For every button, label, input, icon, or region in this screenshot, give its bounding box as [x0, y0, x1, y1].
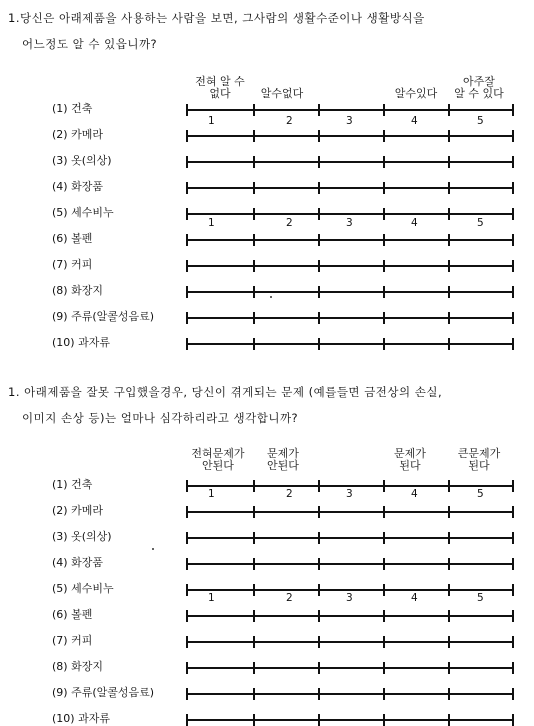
scale-line [186, 537, 513, 539]
scale-tick[interactable] [448, 338, 450, 350]
scale-tick[interactable] [186, 234, 188, 246]
scale-tick[interactable] [448, 506, 450, 518]
q2-rating-scale[interactable] [186, 610, 513, 622]
scale-tick[interactable] [383, 286, 385, 298]
question-2-line-2: 이미지 손상 등)는 얼마나 심각하리라고 생각합니까? [22, 411, 299, 425]
q2-scale-number: 1 [208, 592, 215, 604]
scale-tick[interactable] [253, 506, 255, 518]
q2-item-label: (4) 화장품 [52, 556, 103, 569]
q2-item-label: (10) 과자류 [52, 712, 110, 725]
q2-scale-header-4: 큰문제가 된다 [457, 447, 501, 472]
scale-tick[interactable] [318, 286, 320, 298]
scale-line [186, 265, 513, 267]
scale-tick[interactable] [253, 234, 255, 246]
scale-line [186, 291, 513, 293]
q1-scale-number: 4 [411, 115, 418, 127]
scale-tick[interactable] [186, 688, 188, 700]
scale-line [186, 563, 513, 565]
q2-scale-number: 5 [477, 592, 484, 604]
scale-tick[interactable] [383, 636, 385, 648]
scale-tick[interactable] [383, 234, 385, 246]
scale-tick[interactable] [512, 480, 514, 492]
scale-tick[interactable] [318, 182, 320, 194]
scale-tick[interactable] [186, 338, 188, 350]
scale-tick[interactable] [512, 234, 514, 246]
scale-tick[interactable] [448, 286, 450, 298]
scale-tick[interactable] [383, 312, 385, 324]
scale-line [186, 239, 513, 241]
q2-scale-header-1: 전혀문제가 안된다 [191, 447, 245, 472]
scale-tick[interactable] [383, 104, 385, 116]
q1-item-label: (2) 카메라 [52, 128, 103, 141]
scale-tick[interactable] [512, 286, 514, 298]
scale-line [186, 213, 513, 215]
scale-tick[interactable] [448, 532, 450, 544]
scale-tick[interactable] [253, 636, 255, 648]
q2-item-label: (6) 볼펜 [52, 608, 93, 621]
scale-tick[interactable] [318, 558, 320, 570]
scale-tick[interactable] [253, 610, 255, 622]
scale-tick[interactable] [448, 156, 450, 168]
scale-tick[interactable] [186, 662, 188, 674]
scale-tick[interactable] [186, 610, 188, 622]
scale-tick[interactable] [383, 558, 385, 570]
scale-tick[interactable] [383, 208, 385, 220]
scale-line [186, 641, 513, 643]
scale-tick[interactable] [253, 182, 255, 194]
scale-tick[interactable] [253, 104, 255, 116]
q2-rating-scale[interactable] [186, 558, 513, 570]
scale-tick[interactable] [186, 312, 188, 324]
q1-item-label: (9) 주류(알콜성음료) [52, 310, 155, 323]
scale-tick[interactable] [448, 662, 450, 674]
scale-tick[interactable] [512, 312, 514, 324]
scale-tick[interactable] [186, 286, 188, 298]
q1-rating-scale[interactable] [186, 312, 513, 324]
q1-scale-number: 5 [477, 217, 484, 229]
scale-tick[interactable] [512, 610, 514, 622]
q2-rating-scale[interactable] [186, 506, 513, 518]
scale-tick[interactable] [448, 130, 450, 142]
scale-tick[interactable] [383, 506, 385, 518]
scale-tick[interactable] [186, 156, 188, 168]
scale-tick[interactable] [512, 714, 514, 726]
scale-tick[interactable] [318, 714, 320, 726]
scale-tick[interactable] [383, 338, 385, 350]
scale-tick[interactable] [448, 610, 450, 622]
scale-tick[interactable] [186, 532, 188, 544]
scale-tick[interactable] [383, 610, 385, 622]
scale-tick[interactable] [448, 558, 450, 570]
q2-scale-number: 3 [346, 592, 353, 604]
q1-rating-scale[interactable] [186, 286, 513, 298]
scale-tick[interactable] [253, 286, 255, 298]
scale-tick[interactable] [318, 480, 320, 492]
q2-scale-number: 4 [411, 592, 418, 604]
q2-item-label: (2) 카메라 [52, 504, 103, 517]
scale-tick[interactable] [383, 130, 385, 142]
scale-tick[interactable] [448, 714, 450, 726]
scale-tick[interactable] [253, 260, 255, 272]
scale-tick[interactable] [186, 130, 188, 142]
q1-scale-number: 2 [286, 115, 293, 127]
q2-scale-number: 1 [208, 488, 215, 500]
scale-tick[interactable] [253, 584, 255, 596]
scale-tick[interactable] [512, 688, 514, 700]
scale-tick[interactable] [512, 532, 514, 544]
scale-tick[interactable] [253, 714, 255, 726]
q1-scale-header-3: 알수있다 [394, 87, 438, 100]
scale-tick[interactable] [253, 688, 255, 700]
q1-item-label: (10) 과자류 [52, 336, 110, 349]
q2-rating-scale[interactable] [186, 688, 513, 700]
scale-tick[interactable] [318, 234, 320, 246]
scale-tick[interactable] [383, 260, 385, 272]
q1-rating-scale[interactable] [186, 234, 513, 246]
q2-item-label: (1) 건축 [52, 478, 93, 491]
q2-rating-scale[interactable] [186, 532, 513, 544]
scale-tick[interactable] [383, 662, 385, 674]
scale-line [186, 343, 513, 345]
scale-tick[interactable] [318, 260, 320, 272]
question-1-line-1: 1.당신은 아래제품을 사용하는 사람을 보면, 그사람의 생활수준이나 생활방식을 [8, 11, 425, 25]
q1-scale-header-1: 전혀 알 수 없다 [195, 75, 245, 100]
q1-rating-scale[interactable] [186, 156, 513, 168]
scale-tick[interactable] [253, 156, 255, 168]
q1-scale-number: 1 [208, 217, 215, 229]
scale-tick[interactable] [186, 714, 188, 726]
scale-line [186, 485, 513, 487]
scale-tick[interactable] [512, 636, 514, 648]
q1-scale-number: 3 [346, 217, 353, 229]
scale-tick[interactable] [448, 234, 450, 246]
scale-tick[interactable] [318, 532, 320, 544]
scale-tick[interactable] [383, 714, 385, 726]
scale-tick[interactable] [512, 338, 514, 350]
scale-tick[interactable] [318, 636, 320, 648]
scale-tick[interactable] [253, 208, 255, 220]
scale-tick[interactable] [383, 156, 385, 168]
q2-scale-number: 3 [346, 488, 353, 500]
q2-scale-header-2: 문제가 안된다 [267, 447, 299, 472]
scale-line [186, 135, 513, 137]
scale-tick[interactable] [253, 662, 255, 674]
scale-tick[interactable] [318, 130, 320, 142]
scale-tick[interactable] [383, 584, 385, 596]
q1-scale-header-2: 알수없다 [260, 87, 304, 100]
stray-mark [152, 548, 154, 550]
scale-tick[interactable] [186, 208, 188, 220]
scale-tick[interactable] [512, 260, 514, 272]
q2-item-label: (7) 커피 [52, 634, 93, 647]
scale-tick[interactable] [253, 130, 255, 142]
scale-tick[interactable] [186, 558, 188, 570]
scale-line [186, 667, 513, 669]
q1-scale-number: 4 [411, 217, 418, 229]
scale-tick[interactable] [512, 156, 514, 168]
scale-tick[interactable] [318, 338, 320, 350]
scale-tick[interactable] [448, 208, 450, 220]
scale-tick[interactable] [448, 104, 450, 116]
scale-tick[interactable] [318, 688, 320, 700]
scale-tick[interactable] [512, 208, 514, 220]
scale-tick[interactable] [253, 338, 255, 350]
q1-rating-scale[interactable] [186, 338, 513, 350]
scale-tick[interactable] [512, 558, 514, 570]
scale-tick[interactable] [253, 312, 255, 324]
scale-tick[interactable] [448, 480, 450, 492]
scale-tick[interactable] [383, 182, 385, 194]
scale-tick[interactable] [186, 182, 188, 194]
scale-tick[interactable] [186, 480, 188, 492]
scale-tick[interactable] [253, 558, 255, 570]
q1-item-label: (7) 커피 [52, 258, 93, 271]
scale-tick[interactable] [448, 688, 450, 700]
scale-line [186, 589, 513, 591]
scale-tick[interactable] [318, 312, 320, 324]
scale-line [186, 161, 513, 163]
q1-scale-number: 1 [208, 115, 215, 127]
scale-tick[interactable] [383, 688, 385, 700]
q1-scale-number: 3 [346, 115, 353, 127]
q1-item-label: (3) 옷(의상) [52, 154, 112, 167]
scale-tick[interactable] [186, 260, 188, 272]
q1-rating-scale[interactable] [186, 182, 513, 194]
question-2-line-1: 1. 아래제품을 잘못 구입했을경우, 당신이 겪게되는 문제 (예를들면 금전상의 손실, [8, 385, 443, 399]
scale-line [186, 317, 513, 319]
scale-line [186, 109, 513, 111]
scale-tick[interactable] [318, 208, 320, 220]
scale-tick[interactable] [448, 636, 450, 648]
scale-tick[interactable] [383, 532, 385, 544]
q2-scale-number: 2 [286, 488, 293, 500]
q1-rating-scale[interactable] [186, 260, 513, 272]
scale-tick[interactable] [318, 610, 320, 622]
q2-rating-scale[interactable] [186, 636, 513, 648]
scale-tick[interactable] [448, 312, 450, 324]
scale-tick[interactable] [512, 182, 514, 194]
q1-item-label: (8) 화장지 [52, 284, 103, 297]
scale-tick[interactable] [512, 662, 514, 674]
scale-tick[interactable] [383, 480, 385, 492]
scale-line [186, 693, 513, 695]
q2-rating-scale[interactable] [186, 714, 513, 726]
q2-item-label: (9) 주류(알콜성음료) [52, 686, 155, 699]
scale-tick[interactable] [186, 636, 188, 648]
q2-scale-number: 5 [477, 488, 484, 500]
q1-item-label: (4) 화장품 [52, 180, 103, 193]
scale-tick[interactable] [448, 584, 450, 596]
scale-tick[interactable] [512, 584, 514, 596]
scale-line [186, 511, 513, 513]
q1-rating-scale[interactable] [186, 130, 513, 142]
scale-tick[interactable] [512, 506, 514, 518]
q1-scale-number: 5 [477, 115, 484, 127]
scale-tick[interactable] [318, 662, 320, 674]
q2-scale-number: 2 [286, 592, 293, 604]
scale-tick[interactable] [318, 104, 320, 116]
scale-tick[interactable] [186, 104, 188, 116]
q1-item-label: (6) 볼펜 [52, 232, 93, 245]
scale-tick[interactable] [318, 584, 320, 596]
scale-tick[interactable] [253, 480, 255, 492]
scale-tick[interactable] [318, 156, 320, 168]
scale-tick[interactable] [512, 104, 514, 116]
scale-tick[interactable] [186, 506, 188, 518]
q1-scale-header-4: 아주잘 알 수 있다 [454, 75, 504, 100]
scale-line [186, 187, 513, 189]
q2-scale-number: 4 [411, 488, 418, 500]
scale-tick[interactable] [512, 130, 514, 142]
scale-line [186, 719, 513, 721]
q2-item-label: (5) 세수비누 [52, 582, 114, 595]
scale-line [186, 615, 513, 617]
scale-tick[interactable] [448, 260, 450, 272]
q1-scale-number: 2 [286, 217, 293, 229]
scale-tick[interactable] [253, 532, 255, 544]
stray-mark [270, 296, 272, 298]
q1-item-label: (5) 세수비누 [52, 206, 114, 219]
scale-tick[interactable] [448, 182, 450, 194]
q1-item-label: (1) 건축 [52, 102, 93, 115]
scale-tick[interactable] [186, 584, 188, 596]
scale-tick[interactable] [318, 506, 320, 518]
q2-rating-scale[interactable] [186, 662, 513, 674]
q2-scale-header-3: 문제가 된다 [394, 447, 426, 472]
q2-item-label: (8) 화장지 [52, 660, 103, 673]
question-1-line-2: 어느정도 알 수 있읍니까? [22, 37, 158, 51]
q2-item-label: (3) 옷(의상) [52, 530, 112, 543]
